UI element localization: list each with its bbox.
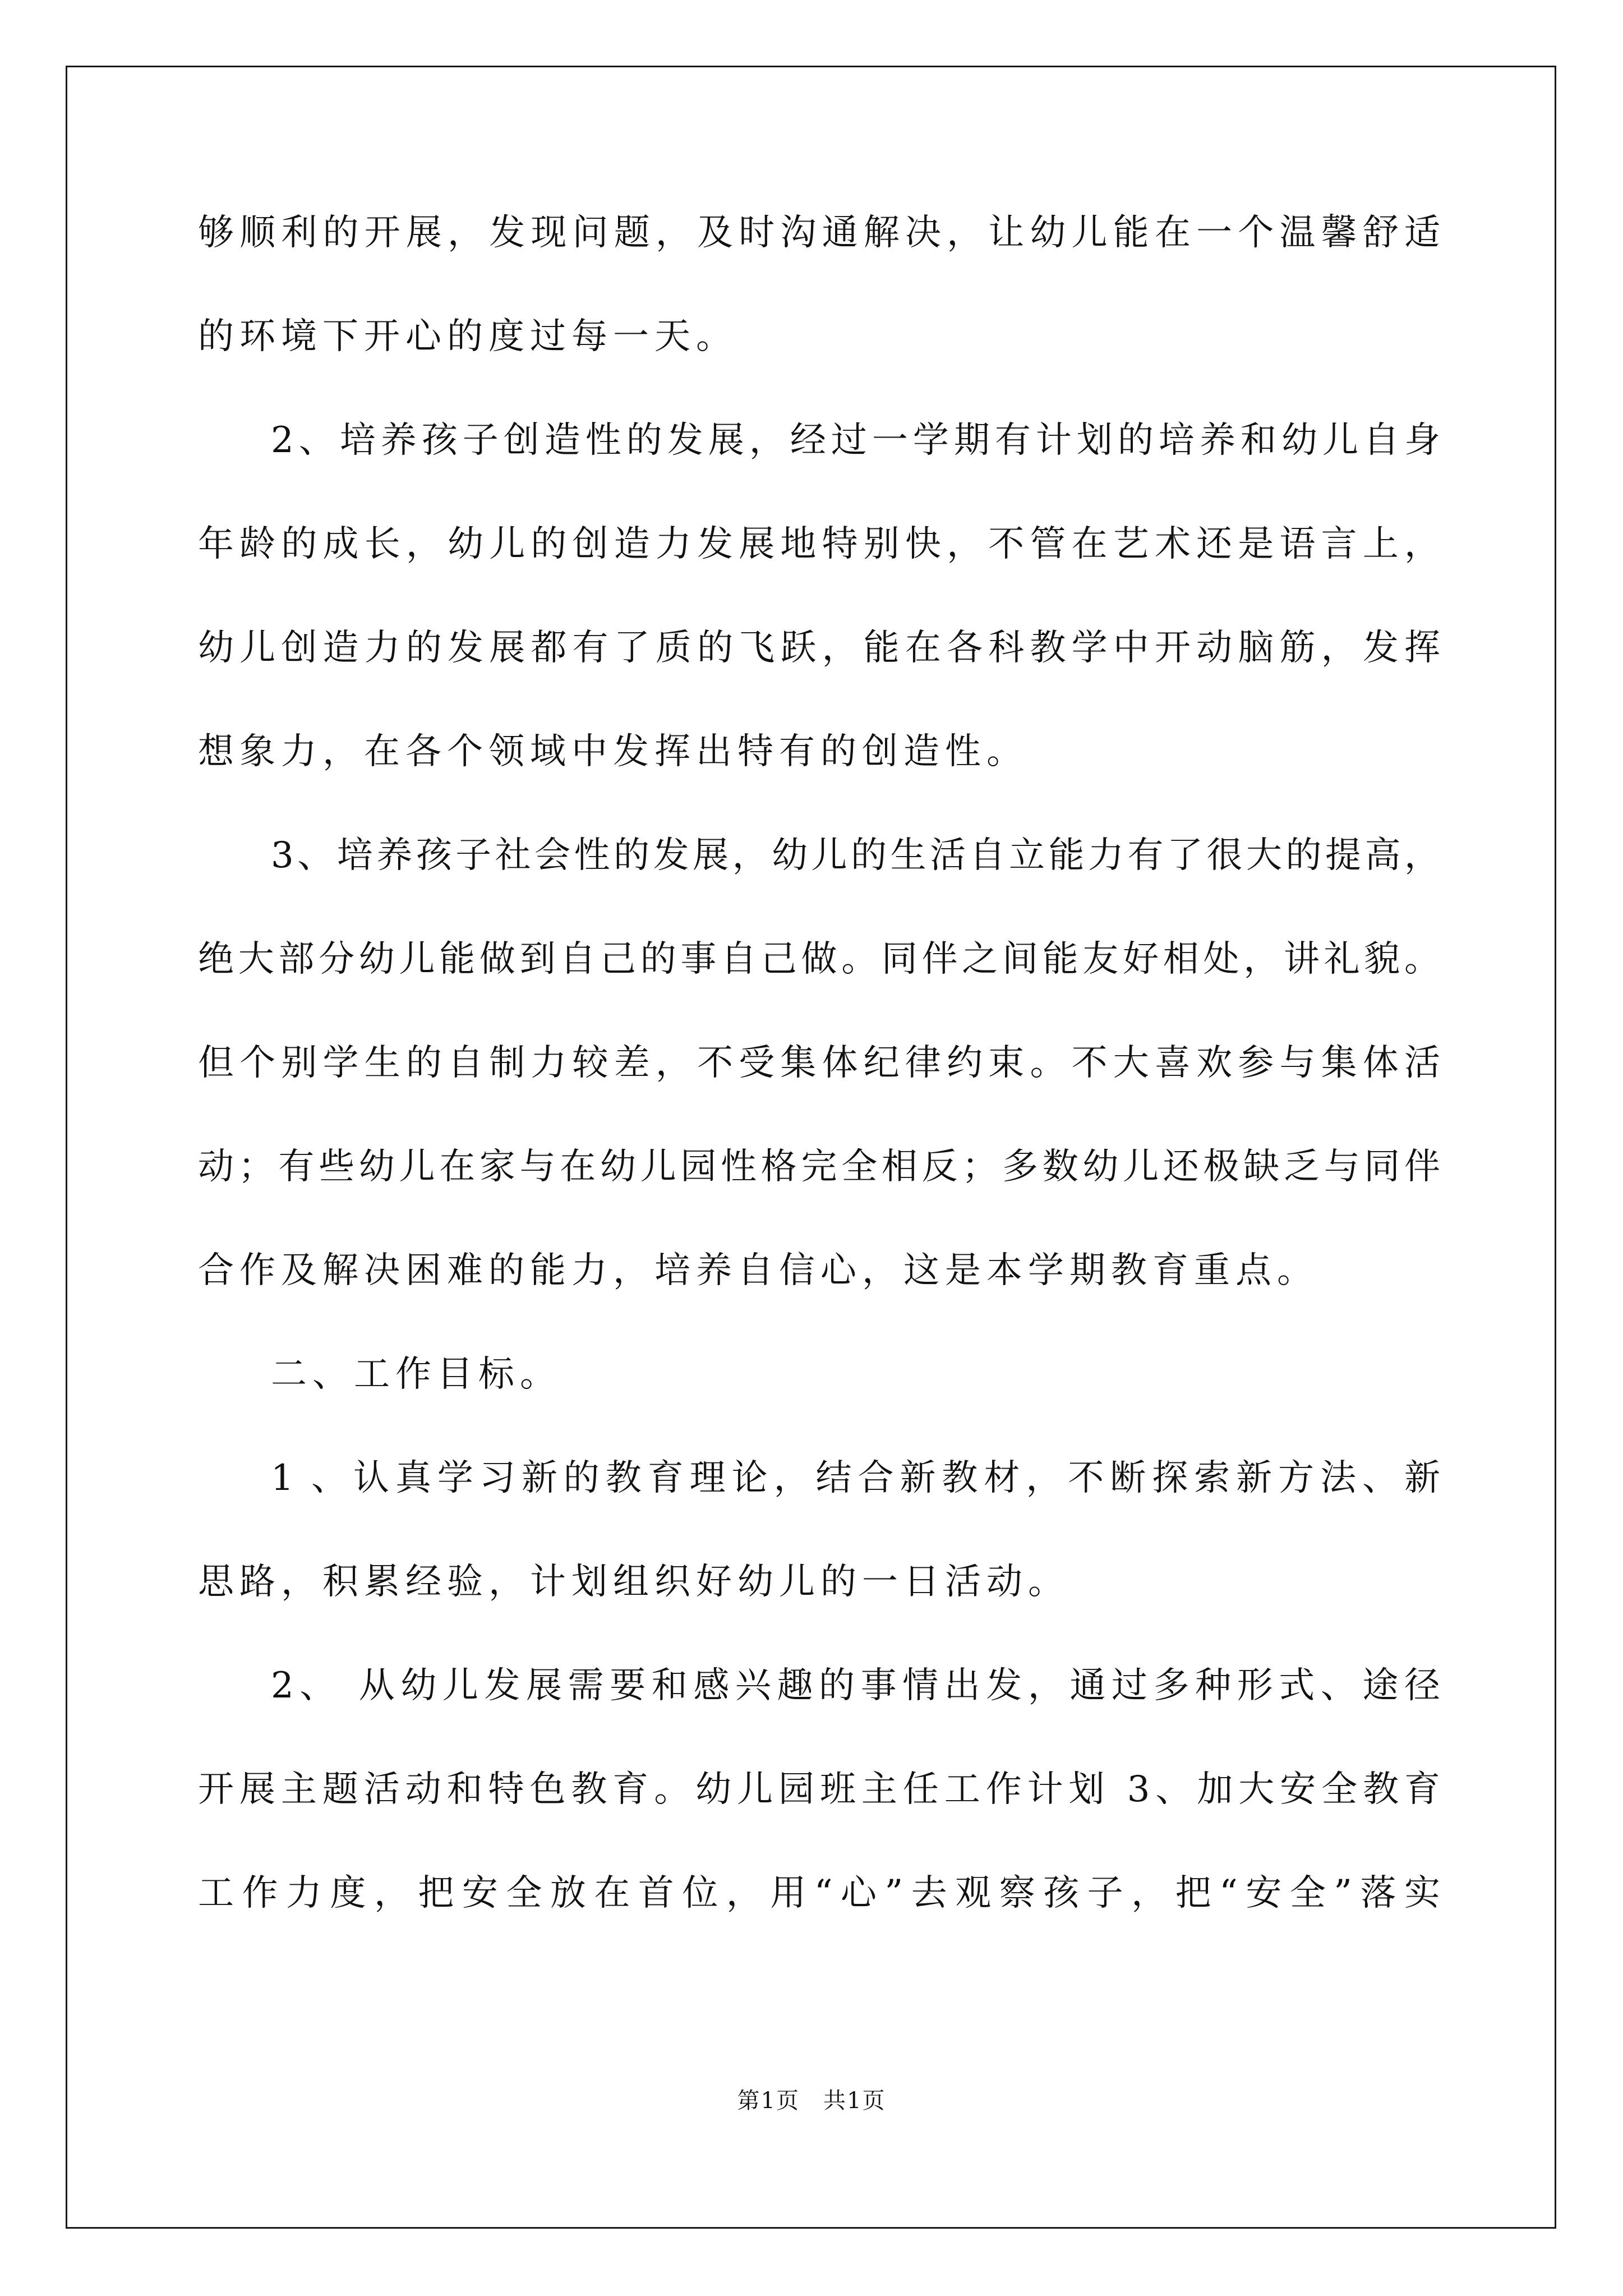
text-line: 合作及解决困难的能力，培养自信心，这是本学期教育重点。 xyxy=(198,1250,1318,1291)
paragraph-start: 2、 从幼儿发展需要和感兴趣的事情出发，通过多种形式、途径 xyxy=(271,1665,1440,1706)
text-line: 工作力度，把安全放在首位，用“心”去观察孩子，把“安全”落实 xyxy=(198,1872,1440,1914)
text-line: 的环境下开心的度过每一天。 xyxy=(198,316,737,357)
paragraph-start: 3、培养孩子社会性的发展，幼儿的生活自立能力有了很大的提高， xyxy=(271,835,1440,876)
text-line: 动；有些幼儿在家与在幼儿园性格完全相反；多数幼儿还极缺乏与同伴 xyxy=(198,1146,1440,1188)
text-line: 年龄的成长，幼儿的创造力发展地特别快，不管在艺术还是语言上， xyxy=(198,523,1440,565)
section-heading: 二、工作目标。 xyxy=(271,1354,561,1395)
text-line: 幼儿创造力的发展都有了质的飞跃，能在各科教学中开动脑筋，发挥 xyxy=(198,627,1440,669)
text-line: 开展主题活动和特色教育。幼儿园班主任工作计划 3、加大安全教育 xyxy=(198,1769,1440,1810)
text-line: 思路，积累经验，计划组织好幼儿的一日活动。 xyxy=(198,1561,1069,1603)
text-line: 想象力，在各个领域中发挥出特有的创造性。 xyxy=(198,731,1028,772)
text-line: 但个别学生的自制力较差，不受集体纪律约束。不大喜欢参与集体活 xyxy=(198,1042,1440,1084)
text-line: 绝大部分幼儿能做到自己的事自己做。同伴之间能友好相处，讲礼貌。 xyxy=(198,938,1440,980)
paragraph-start: 1 、认真学习新的教育理论，结合新教材，不断探索新方法、新 xyxy=(271,1457,1440,1499)
text-line: 够顺利的开展，发现问题，及时沟通解决，让幼儿能在一个温馨舒适 xyxy=(198,212,1440,254)
page-footer: 第1页 共1页 xyxy=(737,2088,886,2114)
paragraph-start: 2、培养孩子创造性的发展，经过一学期有计划的培养和幼儿自身 xyxy=(271,420,1440,461)
